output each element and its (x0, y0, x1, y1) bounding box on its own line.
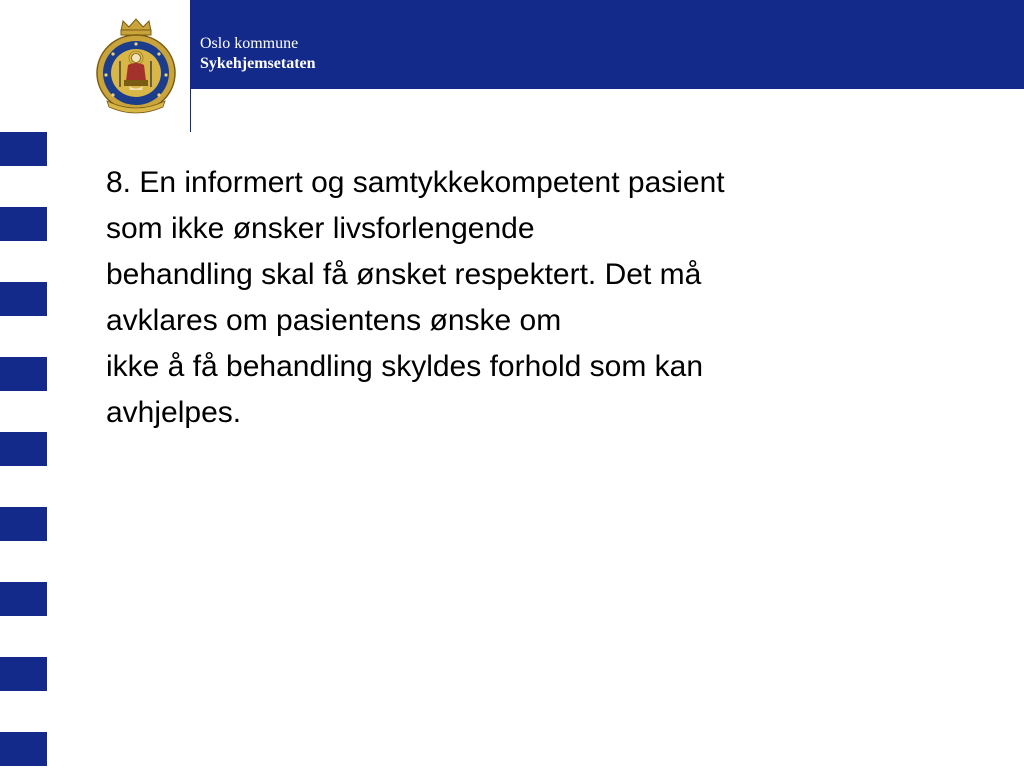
body-line: ikke å få behandling skyldes forhold som kan (106, 350, 704, 383)
organization-label (200, 34, 316, 74)
body-line: avhjelpes. (106, 396, 242, 429)
oslo-coat-of-arms-icon (93, 17, 179, 115)
body-line: 8. En informert og samtykkekompetent pasient (106, 166, 725, 199)
body-line: behandling skal få ønsket respektert. Det må (106, 258, 702, 291)
body-line: som ikke ønsker livsforlengende (106, 212, 535, 245)
body-line: avklares om pasientens ønske om (106, 304, 562, 337)
org-name: Oslo kommune (200, 35, 299, 52)
unit-name: Sykehjemsetaten (200, 55, 316, 72)
slide-body-text (106, 160, 966, 436)
header-divider (190, 17, 191, 132)
left-stripe-rail (0, 132, 47, 768)
